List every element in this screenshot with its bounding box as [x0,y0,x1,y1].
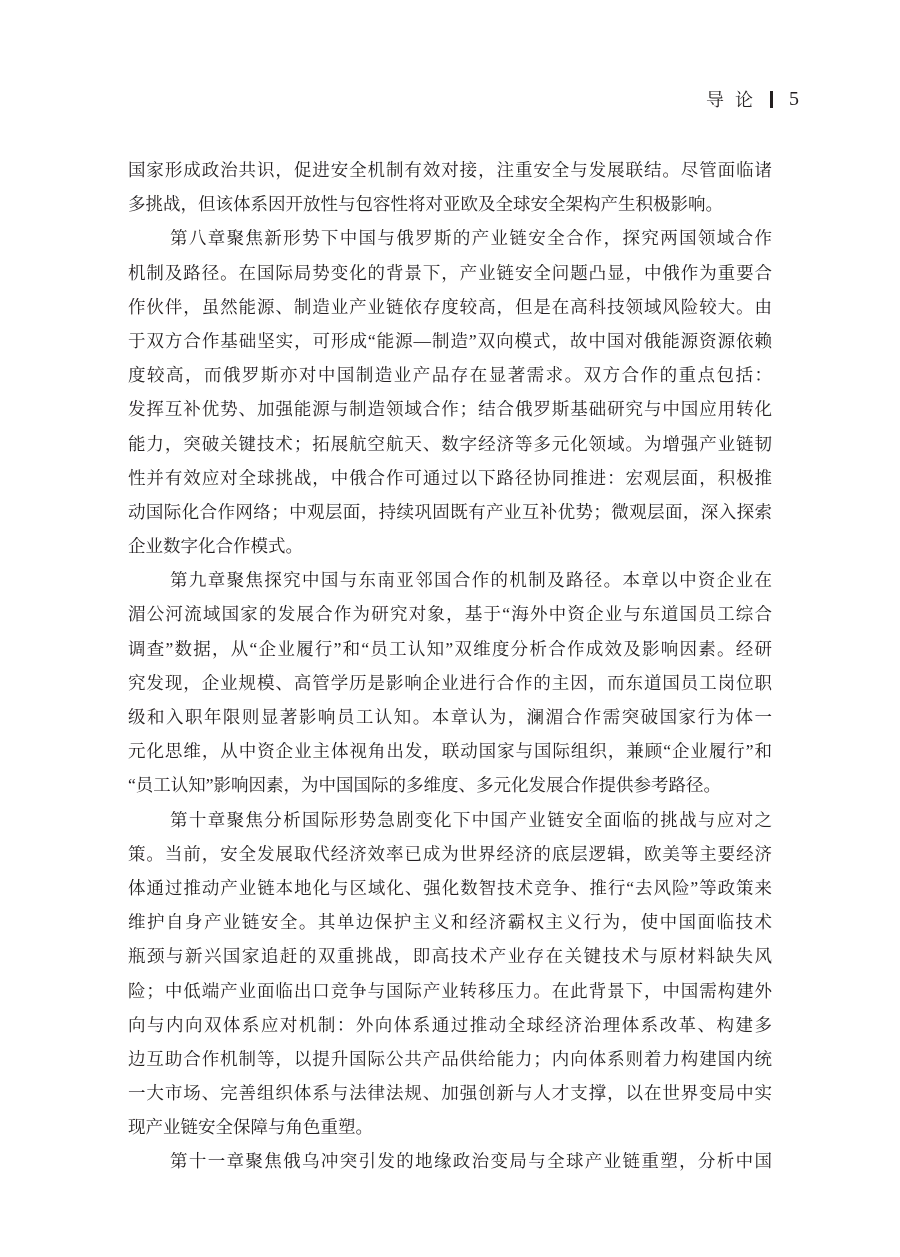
text-line: 维护自身产业链安全。其单边保护主义和经济霸权主义行为，使中国面临技术 [128,912,772,933]
text-line: 瓶颈与新兴国家追赶的双重挑战，即高技术产业存在关键技术与原材料缺失风 [128,946,772,967]
text-line: 元化思维，从中资企业主体视角出发，联动国家与国际组织，兼顾“企业履行”和 [128,741,772,762]
text-line: 企业数字化合作模式。 [128,536,303,557]
text-line: 于双方合作基础坚实，可形成“能源—制造”双向模式，故中国对俄能源资源依赖 [128,330,772,351]
running-head-title: 导论 [706,90,764,110]
paragraph [128,1144,772,1178]
text-line: 边互助合作机制等，以提升国际公共产品供给能力；内向体系则着力构建国内统 [128,1048,772,1069]
text-line: 能力，突破关键技术；拓展航空航天、数字经济等多元化领域。为增强产业链韧 [128,433,772,454]
text-line: 策。当前，安全发展取代经济效率已成为世界经济的底层逻辑，欧美等主要经济 [128,843,772,864]
paragraph [128,221,772,563]
text-line: 性并有效应对全球挑战，中俄合作可通过以下路径协同推进：宏观层面，积极推 [128,467,772,488]
text-line: 向与内向双体系应对机制：外向体系通过推动全球经济治理体系改革、构建多 [128,1014,772,1035]
text-line: 动国际化合作网络；中观层面，持续巩固既有产业互补优势；微观层面，深入探索 [128,501,772,522]
text-line: 第十一章聚焦俄乌冲突引发的地缘政治变局与全球产业链重塑，分析中国 [170,1151,772,1172]
text-line: “员工认知”影响因素，为中国国际的多维度、多元化发展合作提供参考路径。 [128,775,722,796]
text-line: 国家形成政治共识，促进安全机制有效对接，注重安全与发展联结。尽管面临诸 [128,160,772,180]
text-line: 第八章聚焦新形势下中国与俄罗斯的产业链安全合作，探究两国领域合作 [170,228,772,249]
text-line: 现产业链安全保障与角色重塑。 [128,1117,373,1138]
text-line: 多挑战，但该体系因开放性与包容性将对亚欧及全球安全架构产生积极影响。 [128,194,723,215]
text-line: 第九章聚焦探究中国与东南亚邻国合作的机制及路径。本章以中资企业在 [170,570,772,591]
paragraph [128,803,772,1145]
text-line: 湄公河流域国家的发展合作为研究对象，基于“海外中资企业与东道国员工综合 [128,604,772,625]
text-line: 险；中低端产业面临出口竞争与国际产业转移压力。在此背景下，中国需构建外 [128,980,772,1001]
text-line: 一大市场、完善组织体系与法律法规、加强创新与人才支撑，以在世界变局中实 [128,1083,772,1104]
paragraph [128,153,772,221]
text-line: 作伙伴，虽然能源、制造业产业链依存度较高，但是在高科技领域风险较大。由 [128,296,772,317]
page-number: 5 [789,88,799,110]
text-line: 究发现，企业规模、高管学历是影响企业进行合作的主因，而东道国员工岗位职 [128,672,772,693]
text-line: 调查”数据，从“企业履行”和“员工认知”双维度分析合作成效及影响因素。经研 [128,638,772,659]
text-line: 发挥互补优势、加强能源与制造领域合作；结合俄罗斯基础研究与中国应用转化 [128,399,772,420]
running-head-divider [770,91,773,108]
text-line: 体通过推动产业链本地化与区域化、强化数智技术竞争、推行“去风险”等政策来 [128,877,772,898]
text-line: 级和入职年限则显著影响员工认知。本章认为，澜湄合作需突破国家行为体一 [128,707,772,727]
text-line: 第十章聚焦分析国际形势急剧变化下中国产业链安全面临的挑战与应对之 [170,809,772,830]
text-line: 度较高，而俄罗斯亦对中国制造业产品存在显著需求。双方合作的重点包括： [128,365,772,386]
text-line: 机制及路径。在国际局势变化的背景下，产业链安全问题凸显，中俄作为重要合 [128,262,772,283]
body-text [128,153,772,1179]
paragraph [128,563,772,802]
